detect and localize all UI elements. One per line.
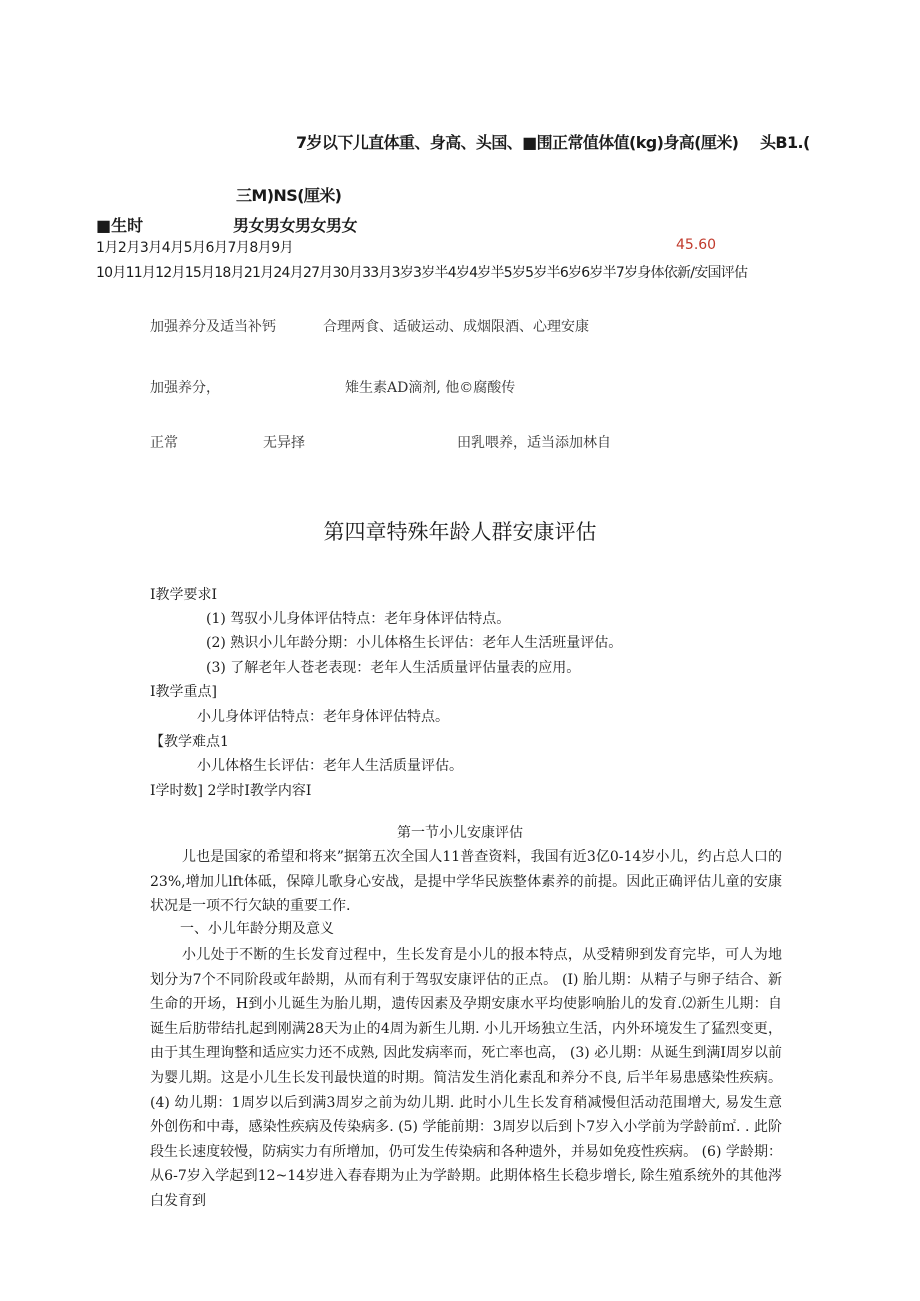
assessment-row-3-col3: 田乳喂养，适当添加林自 xyxy=(457,435,611,451)
teaching-key-label: I教学重点] xyxy=(150,684,217,700)
teaching-req-item-1: (1) 驾驭小儿身体评估特点：老年身体评估特点。 xyxy=(206,611,511,627)
teaching-difficulty-label: 【教学难点1 xyxy=(150,734,229,750)
paragraph-age-stages: 小儿处于不断的生长发育过程中，生长发育是小儿的报本特点，从受精卵到发育完毕，可人为地划分为7个不同阶段或年龄期，从而有利于驾驭安康评估的正点。 (I) 胎儿期：从精子与卵子结合、新生命的开场，H到小儿诞生为胎儿期，遗传因素及孕期安康水平均使影响胎儿的发育.⑵新生儿期：自诞生后肪带结扎起到刚满28天为止的4周为新生儿期. 小儿开场独立生活，内外环境发生了猛烈变更，由于其生理询整和适应实力还不成熟, 因此发病率而，死亡率也高， (3) 必儿期：从诞生到满I周岁以前为婴儿期。这是小儿生长发刊最快道的时期。简洁发生消化素乱和养分不良, 后半年易患感染性疾病。 (4) 幼儿期：1周岁以后到满3周岁之前为幼儿期. 此时小儿生长发育稍减慢但活动范围增大, 易发生意外创伤和中毒，感染性疾病及传染病多. (5) 学能前期：3周岁以后到卜7岁入小学前为学龄前㎡. . 此阶段生长速度较慢，防病实力有所增加，仍可发生传染病和各种遗外，并易如免疫性疾病。 (6) 学龄期：从6-7岁入学起到12~14岁进入春春期为止为学龄期。此期体格生长稳步增长, 除生殖系统外的其他涔白发育到 xyxy=(150,947,782,1209)
chapter-title: 第四章特殊年龄人群安康评估 xyxy=(323,520,597,544)
months-row: 1月2月3月4月5月6月7月8月9月 xyxy=(96,240,294,256)
teaching-req-label: I教学要求I xyxy=(150,587,218,603)
birth-label: ■生时 xyxy=(96,216,144,235)
sex-header: 男女男女男女男女 xyxy=(233,216,358,235)
assessment-row-2-col2: 雉生素AD滴剂, 他©腐酸传 xyxy=(345,380,516,396)
teaching-difficulty-text: 小儿体格生长评估：老年人生活质量评估。 xyxy=(197,758,463,774)
table-subtitle: 三M)NS(厘米) xyxy=(236,186,342,205)
table-title-right: 头B1.( xyxy=(760,133,810,152)
assessment-row-2-col1: 加强养分， xyxy=(150,380,220,396)
teaching-hours-line: I学时数] 2学时I教学内容I xyxy=(150,783,312,799)
assessment-row-3-col1: 正常 xyxy=(150,435,178,451)
subheading-age-stages: 一、小儿年龄分期及意义 xyxy=(180,921,334,937)
assessment-row-1-col1: 加强养分及适当补钙 xyxy=(150,319,276,335)
section-title: 第一节小儿安康评估 xyxy=(397,825,523,841)
assessment-row-1-col2: 合理两食、适破运动、成烟限酒、心理安康 xyxy=(323,319,589,335)
highlight-value: 45.60 xyxy=(676,237,717,253)
teaching-req-item-2: (2) 熟识小儿年龄分期：小儿体格生长评估：老年人生活班量评估。 xyxy=(206,635,623,651)
teaching-req-item-3: (3) 了解老年人苍老表现：老年人生活质量评估量表的应用。 xyxy=(206,660,581,676)
teaching-key-text: 小儿身体评估特点：老年身体评估特点。 xyxy=(197,709,449,725)
assessment-row-3-col2: 无异择 xyxy=(263,435,305,451)
paragraph-intro: 儿也是国家的希望和将来”据第五次全国人11普查资料，我国有近3亿0-14岁小儿，约占总人口的23%,增加儿lft体砥，保障儿歌身心安战，是提中学华民族整体素养的前提。因此正确评估儿童的安康状况是一项不行欠缺的重要工作. xyxy=(150,849,782,915)
ages-row: 10月11月12月15月18月21月24月27月30月33月3岁3岁半4岁4岁半5岁5岁半6岁6岁半7岁身体依新/安国评估 xyxy=(96,265,748,281)
table-title: 7岁以下儿直体重、身高、头国、■围正常值体值(kg)身高(厘米) xyxy=(296,133,739,152)
